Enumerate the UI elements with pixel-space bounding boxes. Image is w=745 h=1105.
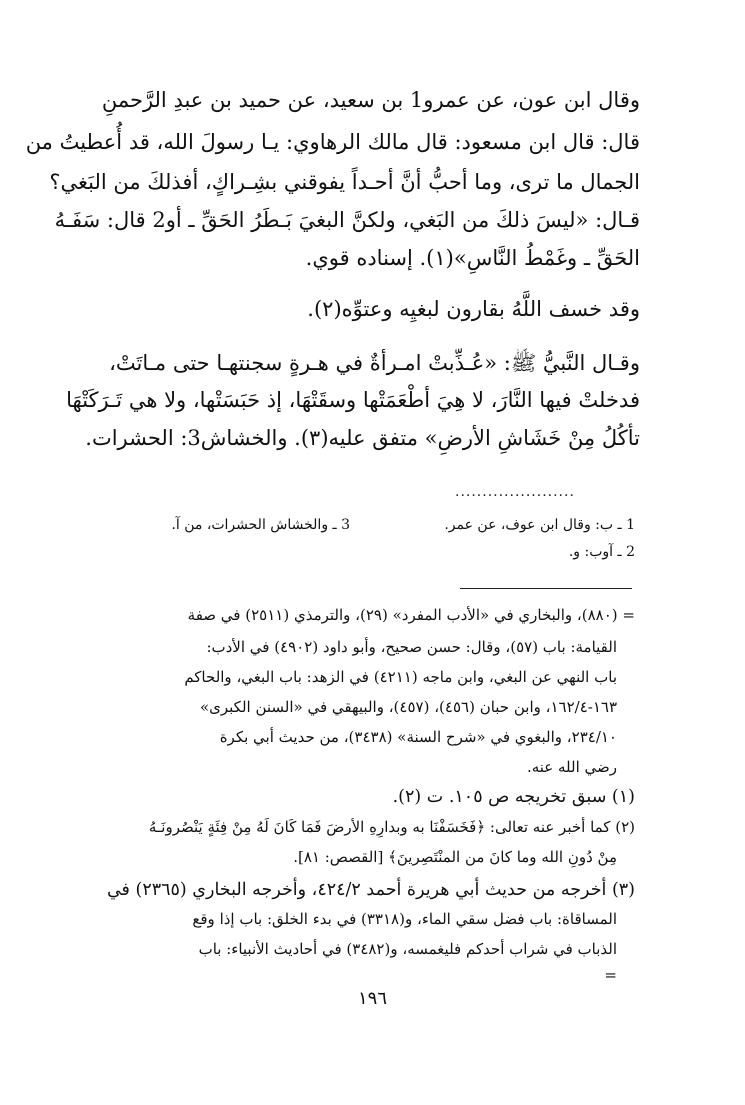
variant-note-2: 2 ـ آوب: و. (568, 544, 635, 560)
footnote-line-7: (١) سبق تخريجه ص ١٠٥. ت (٢). (392, 787, 635, 807)
footnote-line-6: رضي الله عنه. (526, 758, 617, 776)
footnote-line-1: = (٨٨٠)، والبخاري في «الأدب المفرد» (٢٩)، والترمذي (٢٥١١) في صفة (187, 606, 635, 624)
main-line-7: وقـال النَّبيُّ ﷺ: «عُـذِّبتْ امـرأةٌ في هـرةٍ سجنتهـا حتى مـاتَتْ، (109, 351, 640, 375)
main-line-5: الحَقِّ ـ وغَمْطُ النَّاسِ»(١). إسناده قوي. (305, 246, 640, 270)
main-line-9: تأكُلُ مِنْ خَشَاشِ الأرضِ» متفق عليه(٣). والخشاش3: الحشرات. (85, 426, 640, 450)
footnote-line-12: الذباب في شراب أحدكم فليغمسه، و(٣٤٨٢) في أحاديث الأنبياء: باب (198, 940, 617, 958)
main-line-1: وقال ابن عون، عن عمرو1 بن سعيد، عن حميد بن عبدِ الرَّحمنِ (101, 88, 640, 112)
page-number: ١٩٦ (357, 988, 387, 1009)
main-line-3: الجمال ما ترى، وما أحبُّ أنَّ أحـداً يفوقني بشِـراكٍ، أفذلكَ من البَغي؟ (49, 170, 640, 194)
footnote-line-3: باب النهي عن البغي، وابن ماجه (٤٢١١) في الزهد: باب البغي، والحاكم (184, 668, 617, 686)
main-line-6: وقد خسف اللَّهُ بقارون لبغيِه وعتوِّه(٢). (307, 297, 640, 321)
footnote-line-8: (٢) كما أخبر عنه تعالى: ﴿فَخَسَفْنَا به وبدارِهِ الأرضَ فَمَا كَانَ لَهُ مِنْ فِئَةٍ يَنْصُرونَـهُ (148, 818, 635, 836)
footnote-line-10: (٣) أخرجه من حديث أبي هريرة أحمد ٤٢٤/٢، وأخرجه البخاري (٢٣٦٥) في (106, 880, 635, 900)
main-line-8: فدخلتْ فيها النَّارَ، لا هِيَ أطْعَمَتْها وسقَتْهَا، إذ حَبَسَتْها، ولا هي تَـرَكَتْهَا (66, 388, 640, 412)
footnote-line-11: المساقاة: باب فضل سقي الماء، و(٣٣١٨) في بدء الخلق: باب إذا وقع (192, 910, 617, 928)
variant-note-1: 1 ـ ب: وقال ابن عوف، عن عمر. (444, 517, 635, 533)
main-line-4: قـال: «ليسَ ذلكَ من البَغي، ولكنَّ البغيَ بَـطَرُ الحَقِّ ـ أو2 قال: سَفَـهُ (54, 208, 640, 232)
variant-note-3: 3 ـ والخشاش الحشرات، من آ. (171, 517, 350, 533)
footnote-line-9: مِنْ دُونِ الله وما كانَ من المنْتَصِرينَ﴾ [القصص: ٨١]. (293, 848, 617, 866)
main-line-2: قال: قال ابن مسعود: قال مالك الرهاوي: يـا رسولَ الله، قد أُعطيتُ من (25, 130, 640, 154)
footnote-continuation-mark: = (604, 966, 617, 984)
footnote-rule (460, 588, 632, 589)
footnote-line-2: القيامة: باب (٥٧)، وقال: حسن صحيح، وأبو داود (٤٩٠٢) في الأدب: (206, 638, 617, 656)
footnote-line-4: ١٦٣-١٦٢/٤، وابن حبان (٤٥٦)، (٤٥٧)، والبيهقي في «السنن الكبرى» (199, 698, 617, 716)
footnote-line-5: ٢٣٤/١٠، والبغوي في «شرح السنة» (٣٤٣٨)، من حديث أبي بكرة (219, 728, 617, 746)
separator-dots: ...................... (455, 484, 575, 500)
